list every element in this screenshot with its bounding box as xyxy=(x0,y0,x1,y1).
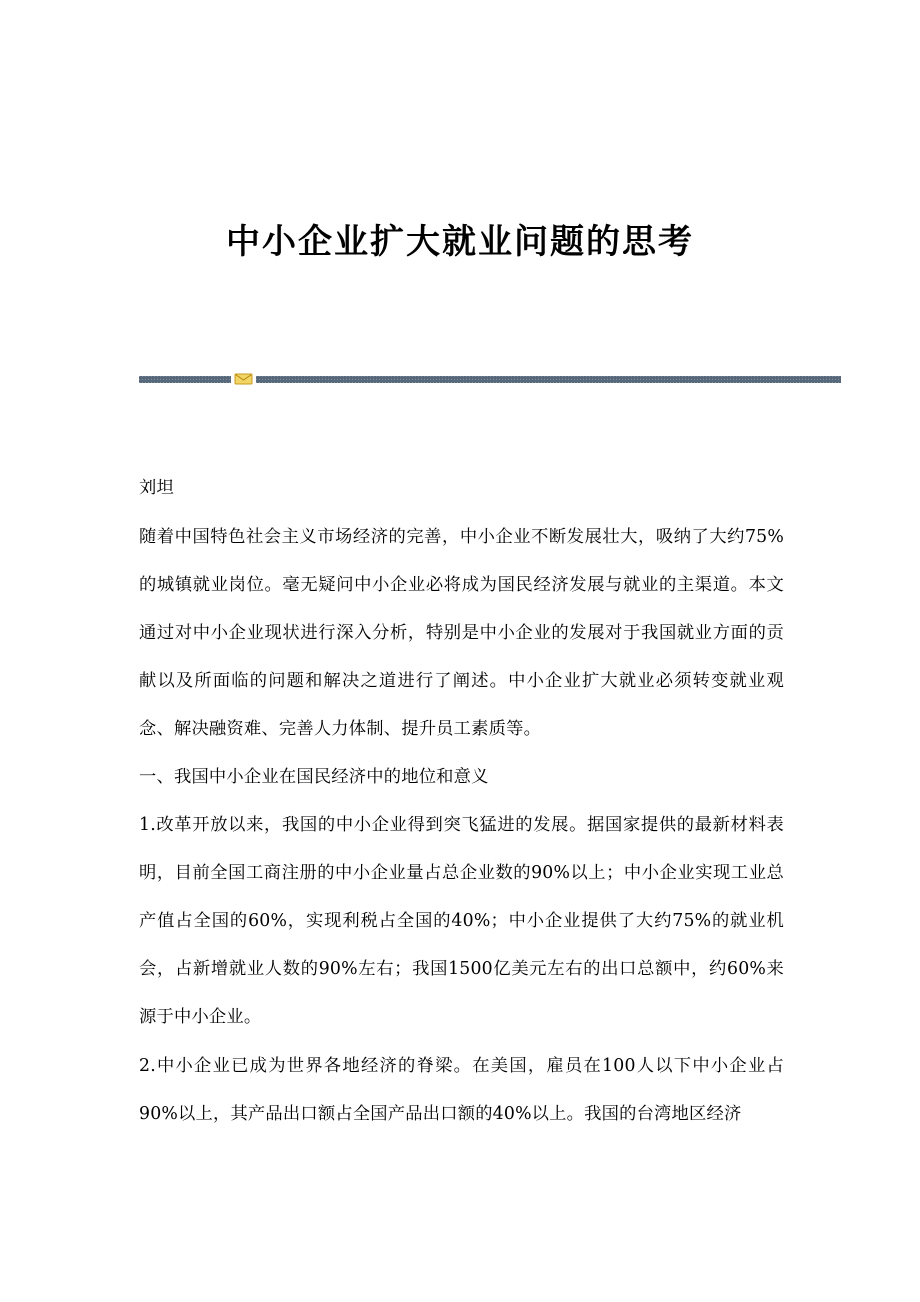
envelope-ornament-icon xyxy=(235,374,252,384)
section-heading: 一、我国中小企业在国民经济中的地位和意义 xyxy=(139,767,489,787)
document-title: 中小企业扩大就业问题的思考 xyxy=(226,222,694,262)
title-divider xyxy=(139,373,841,385)
author-name: 刘坦 xyxy=(139,478,174,498)
body-paragraph: 2.中小企业已成为世界各地经济的脊梁。在美国，雇员在100人以下中小企业占90%以上，其产品出口额占全国产品出口额的40%以上。我国的台湾地区经济 xyxy=(139,1056,784,1124)
body-paragraph: 1.改革开放以来，我国的中小企业得到突飞猛进的发展。据国家提供的最新材料表明，目前全国工商注册的中小企业量占总企业数的90%以上；中小企业实现工业总产值占全国的60%，实现利税占全国的40%；中小企业提供了大约75%的就业机会，占新增就业人数的90%左右；我国1500亿美元左右的出口总额中，约60%来源于中小企业。 xyxy=(139,815,784,1027)
article-body xyxy=(139,464,784,1138)
abstract-paragraph: 随着中国特色社会主义市场经济的完善，中小企业不断发展壮大，吸纳了大约75%的城镇就业岗位。毫无疑问中小企业必将成为国民经济发展与就业的主渠道。本文通过对中小企业现状进行深入分析，特别是中小企业的发展对于我国就业方面的贡献以及所面临的问题和解决之道进行了阐述。中小企业扩大就业必须转变就业观念、解决融资难、完善人力体制、提升员工素质等。 xyxy=(139,527,784,739)
